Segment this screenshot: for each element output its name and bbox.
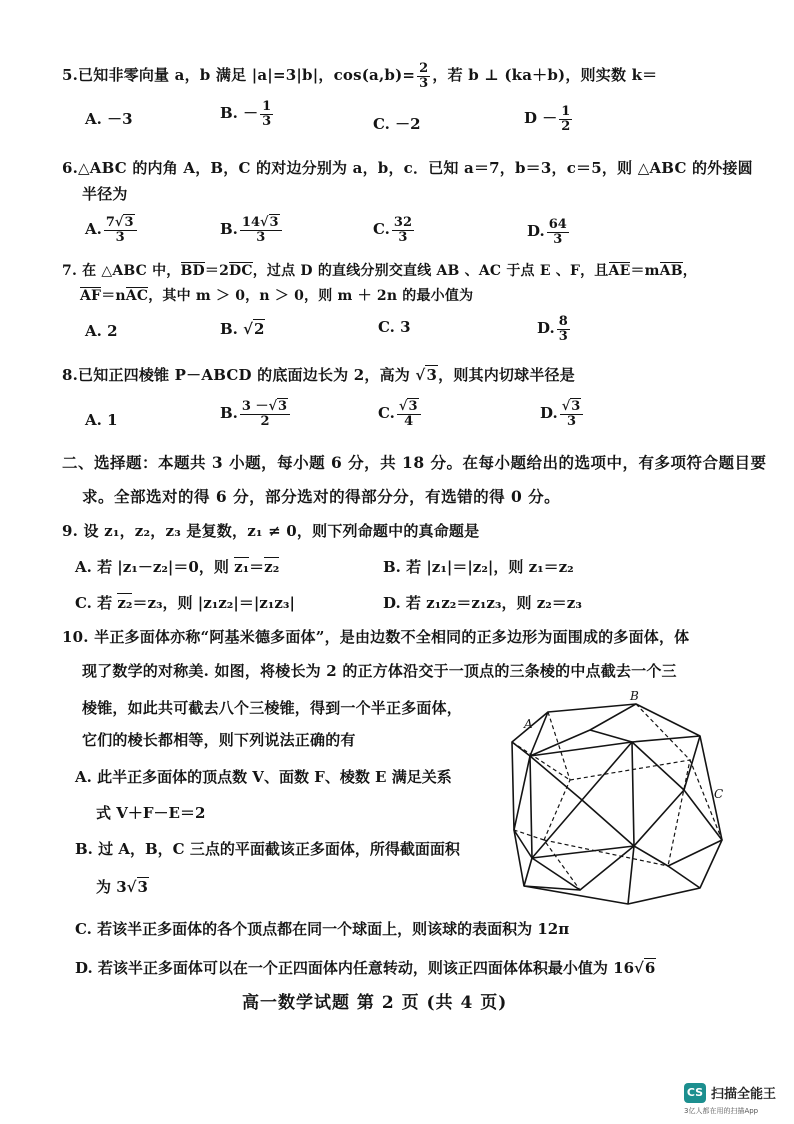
q8-option-c: C. $\frac{√3}{4}$ [378,400,423,428]
polyhedron-front-diagonals-top [530,742,632,800]
q5-option-b: B. － $\frac{1}{3}$ [220,99,272,129]
q10-stem-line4: 它们的棱长都相等，则下列说法正确的有 [82,731,356,749]
q9-option-c: C. 若 z₂＝z₃，则 |z₁z₂|＝|z₁z₃| [75,594,295,612]
section2-heading-line1: 二、选择题：本题共 3 小题，每小题 6 分，共 18 分。在每小题给出的选项中，有多项符合题目要 [62,453,767,472]
watermark-app-name: 扫描全能王 [711,1087,777,1102]
q6-option-b: B. $\frac{14√3}{3}$ [220,216,284,244]
q10-option-d: D. 若该半正多面体可以在一个正四面体内任意转动，则该正四面体体积最小值为 16√6 [75,959,656,977]
polyhedron-bottom-edges [532,846,634,904]
figure-label-a: A [524,717,533,731]
q7-option-d: D. $\frac{8}{3}$ [537,314,568,344]
q9-option-b: B. 若 |z₁|＝|z₂|，则 z₁＝z₂ [383,558,574,576]
q10-stem-line1: 10. 半正多面体亦称“阿基米德多面体”，是由边数不全相同的正多边形为面围成的多面体，体 [62,628,690,646]
q8-stem: 8.已知正四棱锥 P－ABCD 的底面边长为 2，高为 √3，则其内切球半径是 [62,366,575,384]
q5-option-d: D － $\frac{1}{2}$ [524,104,571,134]
q6-option-d: D. $\frac{64}{3}$ [527,217,567,247]
polyhedron-figure [500,690,740,920]
figure-label-c: C [714,787,724,801]
q8-option-d: D. $\frac{√3}{3}$ [540,400,585,428]
q10-option-a-line2: 式 V＋F－E＝2 [96,804,206,822]
q10-stem-line3: 棱锥，如此共可截去八个三棱锥，得到一个半正多面体， [82,699,463,717]
figure-label-b: B [630,690,639,703]
q8-option-a: A. 1 [85,411,118,429]
q10-option-b-line1: B. 过 A，B，C 三点的平面截该正多面体，所得截面面积 [75,840,460,858]
q5-cos-fraction: $\frac{2}{3}$ [419,61,429,91]
polyhedron-right-bottom-edge [668,866,700,888]
section2-heading-line2: 求。全部选对的得 6 分，部分选对的得部分分，有选错的得 0 分。 [82,487,561,506]
q5-stem: 5.已知非零向量 a，b 满足 |a|=3|b|，cos(a,b)= $\frac{2}{3}$ ，若 b ⊥ (ka＋b)，则实数 k＝ [62,61,658,91]
q7-stem-line2: AF＝nAC，其中 m ＞ 0，n ＞ 0，则 m ＋ 2n 的最小值为 [80,288,474,304]
polyhedron-hidden-left [544,712,580,890]
polyhedron-right-edges [632,742,684,846]
polyhedron-front-diagonals-bottom [532,800,634,858]
q9-stem: 9. 设 z₁，z₂，z₃ 是复数，z₁ ≠ 0，则下列命题中的真命题是 [62,522,480,540]
q9-option-d: D. 若 z₁z₂＝z₁z₃，则 z₂＝z₃ [383,594,582,612]
polyhedron-hidden-left-bottom [514,830,544,840]
q7-stem-line1: 7. 在 △ABC 中，BD＝2DC，过点 D 的直线分别交直线 AB 、AC 于点 E 、F，且AE＝mAB， [62,263,697,279]
q7-option-b: B. √2 [220,320,265,338]
watermark-tagline: 3亿人都在用的扫描App [684,1107,759,1115]
q10-stem-line2: 现了数学的对称美. 如图，将棱长为 2 的正方体沿交于一顶点的三条棱的中点截去一个三 [82,662,677,680]
q5-option-c: C. －2 [373,115,421,133]
polyhedron-hidden-top-left [512,742,570,780]
q7-option-c: C. 3 [378,318,411,336]
q6-stem-line2: 半径为 [82,185,128,203]
q6-option-a: A. $\frac{7√3}{3}$ [85,216,139,244]
polyhedron-hidden-right [636,704,722,840]
q9-option-a: A. 若 |z₁－z₂|＝0，则 z₁＝z₂ [75,558,280,576]
q5-option-a: A. －3 [85,110,133,128]
q10-option-a-line1: A. 此半正多面体的顶点数 V、面数 F、棱数 E 满足关系 [75,768,452,786]
polyhedron-top-right-edges [590,730,700,742]
q10-option-c: C. 若该半正多面体的各个顶点都在同一个球面上，则该球的表面积为 12π [75,920,570,938]
q6-stem-line1: 6.△ABC 的内角 A，B，C 的对边分别为 a，b，c．已知 a＝7，b＝3，c＝5，则 △ABC 的外接圆 [62,159,753,177]
polyhedron-left-edges [512,742,532,886]
camscanner-logo-icon: CS [684,1083,706,1103]
q8-option-b: B. $\frac{3 -√3}{2}$ [220,400,292,428]
q10-option-b-line2: 为 3√3 [96,878,148,896]
page-footer: 高一数学试题 第 2 页 (共 4 页) [242,993,508,1013]
q6-option-c: C. $\frac{32}{3}$ [373,215,412,245]
q7-option-a: A. 2 [85,322,118,340]
polyhedron-outline [512,704,722,904]
polyhedron-hidden-bottom [544,840,668,866]
